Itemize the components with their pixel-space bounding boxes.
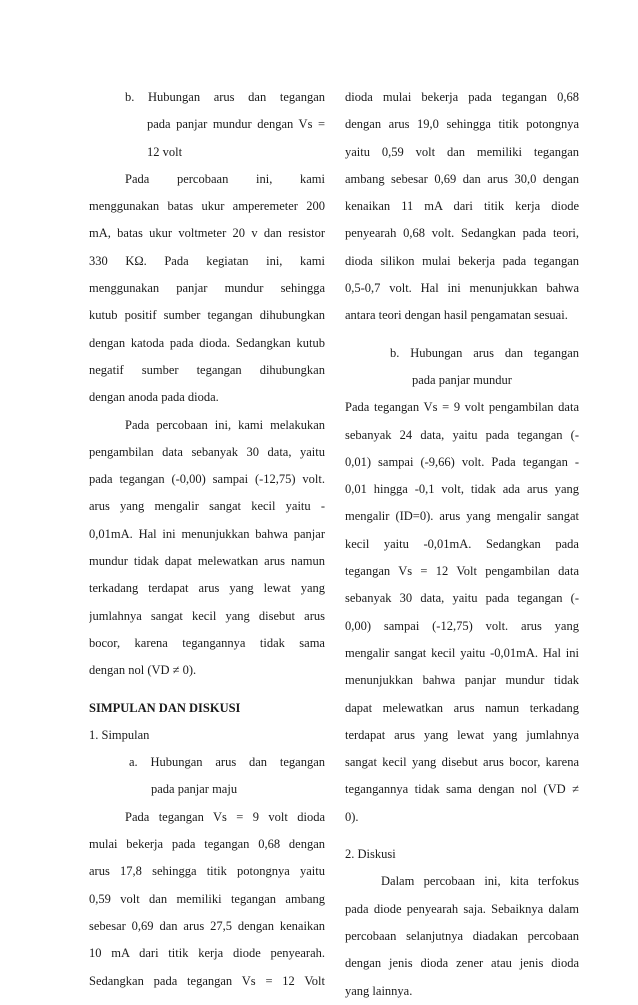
paragraph-spacer xyxy=(345,330,579,340)
text-line: kutub positif sumber tegangan dihubungkan xyxy=(89,308,325,323)
paragraph-spacer xyxy=(89,685,325,695)
text-line: mundur tidak dapat melewatkan arus namun xyxy=(89,554,325,569)
text-line: sebesar 0,69 dan arus 27,5 dengan kenaikan xyxy=(89,918,325,933)
text-line: 1. Simpulan xyxy=(89,727,150,742)
text-line: mengalir (ID=0). arus yang mengalir sangat xyxy=(345,509,579,524)
text-line: terdapat arus yang lewat yang jumlahnya xyxy=(345,727,579,742)
text-line: a. Hubungan arus dan tegangan xyxy=(129,755,325,770)
text-line: dengan jenis dioda zener atau jenis dioda xyxy=(345,956,579,971)
text-line: bocor, karena tegangannya tidak sama xyxy=(89,635,325,650)
text-line: sebanyak 30 data, yaitu pada tegangan (- xyxy=(345,591,579,606)
text-line: dioda silikon mulai bekerja pada tegangan xyxy=(345,253,579,268)
text-line: menunjukkan bahwa panjar mundur tidak xyxy=(345,673,579,688)
text-line: dengan katoda pada dioda. Sedangkan kutub xyxy=(89,335,325,350)
text-line: Pada tegangan Vs = 9 volt dioda xyxy=(125,809,325,824)
text-line: pada panjar mundur dengan Vs = xyxy=(147,117,325,132)
text-line: 330 KΩ. Pada kegiatan ini, kami xyxy=(89,253,325,268)
text-line: 0,59 volt dan memiliki tegangan ambang xyxy=(89,891,325,906)
text-line: 0). xyxy=(345,809,359,824)
text-line: dengan nol (VD ≠ 0). xyxy=(89,663,197,678)
text-line: pada tegangan (-0,00) sampai (-12,75) volt. xyxy=(89,472,325,487)
text-line: pengambilan data sebanyak 30 data, yaitu xyxy=(89,444,325,459)
text-line: dengan anoda pada dioda. xyxy=(89,390,219,405)
text-line: 0,00) sampai (-12,75) volt. arus yang xyxy=(345,618,579,633)
text-line: dapat melewatkan arus namun terkadang xyxy=(345,700,579,715)
text-line: pada panjar maju xyxy=(151,782,238,797)
text-line: Pada percobaan ini, kami xyxy=(125,171,325,186)
text-line: dengan arus 19,0 sehingga titik potongnya xyxy=(345,117,579,132)
text-line: arus 17,8 sehingga titik potongnya yaitu xyxy=(89,864,325,879)
text-line: kecil yaitu -0,01mA. Sedangkan pada xyxy=(345,536,579,551)
text-line: pada diode penyearah saja. Sebaiknya dalam xyxy=(345,901,579,916)
text-line: Pada tegangan Vs = 9 volt pengambilan data xyxy=(345,400,579,415)
text-line: Sedangkan pada tegangan Vs = 12 Volt xyxy=(89,973,325,988)
text-line: 2. Diskusi xyxy=(345,847,396,862)
text-line: yaitu 0,59 volt dan memiliki tegangan xyxy=(345,144,579,159)
text-line: sebanyak 24 data, yaitu pada tegangan (- xyxy=(345,427,579,442)
text-line: kenaikan 11 mA dari titik kerja diode xyxy=(345,199,579,214)
right-column xyxy=(345,84,579,1005)
text-line: mA, batas ukur voltmeter 20 v dan resistor xyxy=(89,226,325,241)
text-line: sangat kecil yang disebut arus bocor, karena xyxy=(345,755,579,770)
text-line: jumlahnya sangat kecil yang disebut arus xyxy=(89,608,325,623)
text-line: ambang sebesar 0,69 dan arus 30,0 dengan xyxy=(345,171,579,186)
text-line: Dalam percobaan ini, kita terfokus xyxy=(381,874,579,889)
text-line: 0,01mA. Hal ini menunjukkan bahwa panjar xyxy=(89,526,325,541)
text-line: arus yang mengalir sangat kecil yaitu - xyxy=(89,499,325,514)
text-line: 12 volt xyxy=(147,144,183,159)
text-line: mengalir sangat kecil yaitu -0,01mA. Hal ini xyxy=(345,645,579,660)
left-column xyxy=(89,84,325,995)
text-line: menggunakan batas ukur amperemeter 200 xyxy=(89,199,325,214)
text-line: negatif sumber tegangan dihubungkan xyxy=(89,362,325,377)
text-line: dioda mulai bekerja pada tegangan 0,68 xyxy=(345,90,579,104)
text-line: yang lainnya. xyxy=(345,983,413,998)
text-line: tegangannya tidak sama dengan nol (VD ≠ xyxy=(345,782,579,797)
section-heading: SIMPULAN DAN DISKUSI xyxy=(89,700,241,715)
text-line: percobaan selanjutnya diadakan percobaan xyxy=(345,928,579,943)
text-line: tegangan Vs = 12 Volt pengambilan data xyxy=(345,564,579,579)
text-line: pada panjar mundur xyxy=(412,372,512,387)
text-line: mulai bekerja pada tegangan 0,68 dengan xyxy=(89,837,325,852)
text-line: 0,5-0,7 volt. Hal ini menunjukkan bahwa xyxy=(345,281,579,296)
text-line: penyearah 0,68 volt. Sedangkan pada teori, xyxy=(345,226,579,241)
text-line: 0,01) sampai (-9,66) volt. Pada tegangan - xyxy=(345,454,579,469)
text-line: antara teori dengan hasil pengamatan sesuai. xyxy=(345,308,568,323)
text-line: b. Hubungan arus dan tegangan xyxy=(390,345,579,360)
text-line: b. Hubungan arus dan tegangan xyxy=(125,90,325,104)
text-line: menggunakan panjar mundur sehingga xyxy=(89,281,325,296)
text-line: 10 mA dari titik kerja diode penyearah. xyxy=(89,946,325,961)
paragraph-spacer xyxy=(345,831,579,841)
text-line: Pada percobaan ini, kami melakukan xyxy=(125,417,325,432)
text-line: 0,01 hingga -0,1 volt, tidak ada arus yang xyxy=(345,482,579,497)
text-line: terkadang terdapat arus yang lewat yang xyxy=(89,581,325,596)
